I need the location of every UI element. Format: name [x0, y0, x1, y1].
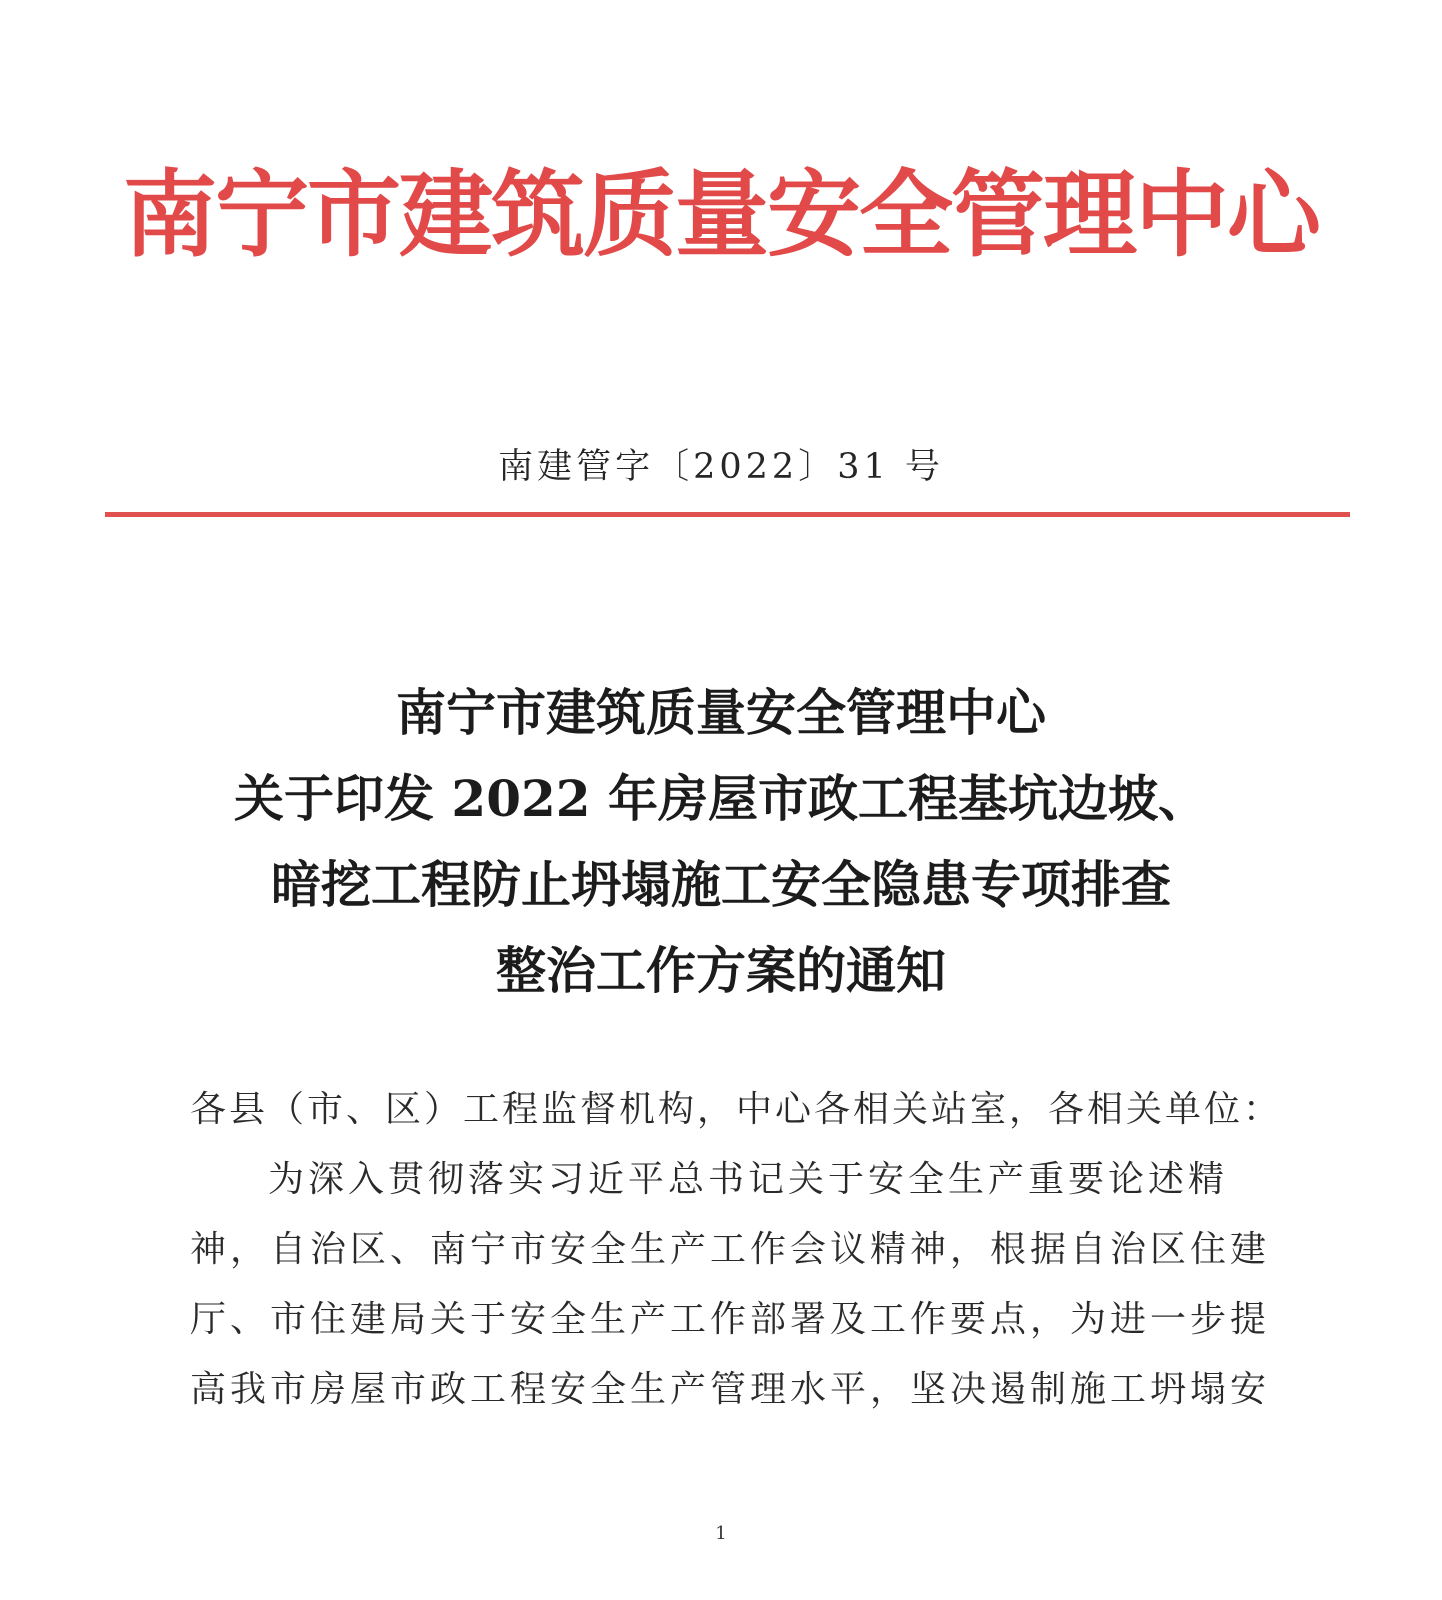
document-title — [0, 670, 1442, 1014]
paragraph-line: 厅、市住建局关于安全生产工作部署及工作要点，为进一步提 — [190, 1299, 1271, 1340]
red-divider-line — [105, 512, 1350, 517]
paragraph-line: 为深入贯彻落实习近平总书记关于安全生产重要论述精 — [268, 1159, 1229, 1200]
title-line: 暗挖工程防止坍塌施工安全隐患专项排查 — [271, 855, 1171, 914]
paragraph-line: 高我市房屋市政工程安全生产管理水平，坚决遏制施工坍塌安 — [190, 1369, 1271, 1410]
title-line: 关于印发 2022 年房屋市政工程基坑边坡、 — [234, 769, 1208, 828]
title-line: 整治工作方案的通知 — [496, 941, 946, 1000]
document-body — [190, 1075, 1283, 1425]
issuer-masthead: 南宁市建筑质量安全管理中心 — [122, 160, 1319, 270]
salutation: 各县（市、区）工程监督机构，中心各相关站室，各相关单位： — [190, 1089, 1283, 1130]
paragraph-line: 神，自治区、南宁市安全生产工作会议精神，根据自治区住建 — [190, 1229, 1271, 1270]
title-line: 南宁市建筑质量安全管理中心 — [396, 683, 1046, 742]
page-number: 1 — [715, 1523, 727, 1544]
document-number: 南建管字〔2022〕31 号 — [498, 447, 944, 487]
